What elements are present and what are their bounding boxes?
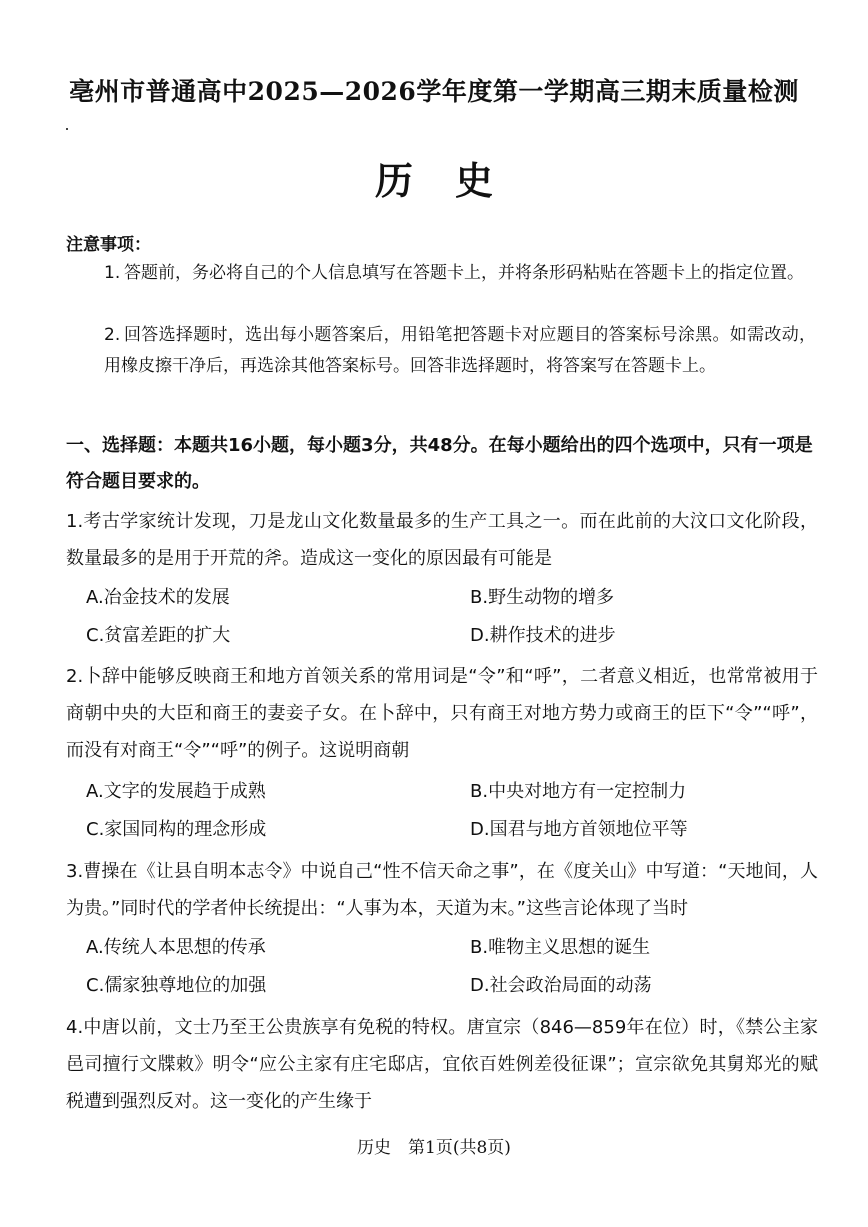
question-4-stem: 4.中唐以前，文士乃至王公贵族享有免税的特权。唐宣宗（846—859年在位）时，《禁公主家邑司擅行文牒敕》明令“应公主家有庄宅邸店，宜依百姓例差役征课”；宣宗欲免其舅郑光的赋税遭到强烈反对。这一变化的产生缘于: [66, 1017, 818, 1112]
question-2-stem: 2.卜辞中能够反映商王和地方首领关系的常用词是“令”和“呼”，二者意义相近，也常常被用于商朝中央的大臣和商王的妻妾子女。在卜辞中，只有商王对地方势力或商王的臣下“令”“呼”，而没有对商王“令”“呼”的例子。这说明商朝: [66, 666, 818, 761]
scan-speck: [66, 128, 68, 130]
note-number: 2.: [104, 325, 121, 345]
question-1-option-c: C.贫富差距的扩大: [86, 625, 231, 646]
note-text: 回答选择题时，选出每小题答案后，用铅笔把答题卡对应题目的答案标号涂黑。如需改动，用橡皮擦干净后，再选涂其他答案标号。回答非选择题时，将答案写在答题卡上。: [104, 325, 816, 376]
question-3-option-d: D.社会政治局面的动荡: [470, 975, 652, 996]
question-1-option-a: A.冶金技术的发展: [86, 587, 230, 608]
subject-title: 历史: [374, 158, 535, 203]
question-3-stem: 3.曹操在《让县自明本志令》中说自己“性不信天命之事”，在《度关山》中写道：“天地间，人为贵。”同时代的学者仲长统提出：“人事为本，天道为末。”这些言论体现了当时: [66, 861, 818, 919]
question-3-option-c: C.儒家独尊地位的加强: [86, 975, 267, 996]
note-2: [104, 320, 816, 382]
note-text: 答题前，务必将自己的个人信息填写在答题卡上，并将条形码粘贴在答题卡上的指定位置。: [124, 263, 804, 283]
section-heading: 一、选择题：本题共16小题，每小题3分，共48分。在每小题给出的四个选项中，只有一项是符合题目要求的。: [66, 435, 813, 492]
question-1-option-d: D.耕作技术的进步: [470, 625, 616, 646]
question-2-option-d: D.国君与地方首领地位平等: [470, 819, 688, 840]
question-3-option-a: A.传统人本思想的传承: [86, 937, 266, 958]
exam-title: 亳州市普通高中2025—2026学年度第一学期高三期末质量检测: [69, 77, 799, 106]
question-2-option-c: C.家国同构的理念形成: [86, 819, 267, 840]
question-1-option-b: B.野生动物的增多: [470, 587, 615, 608]
question-1-stem: 1.考古学家统计发现，刀是龙山文化数量最多的生产工具之一。而在此前的大汶口文化阶段，数量最多的是用于开荒的斧。造成这一变化的原因最有可能是: [66, 511, 818, 569]
question-2-option-a: A.文字的发展趋于成熟: [86, 781, 266, 802]
note-number: 1.: [104, 263, 121, 283]
question-2-option-b: B.中央对地方有一定控制力: [470, 781, 687, 802]
note-1: [104, 258, 816, 289]
question-3-option-b: B.唯物主义思想的诞生: [470, 937, 651, 958]
notes-title: 注意事项：: [66, 235, 151, 255]
page-footer: 历史 第1页(共8页): [357, 1138, 511, 1158]
